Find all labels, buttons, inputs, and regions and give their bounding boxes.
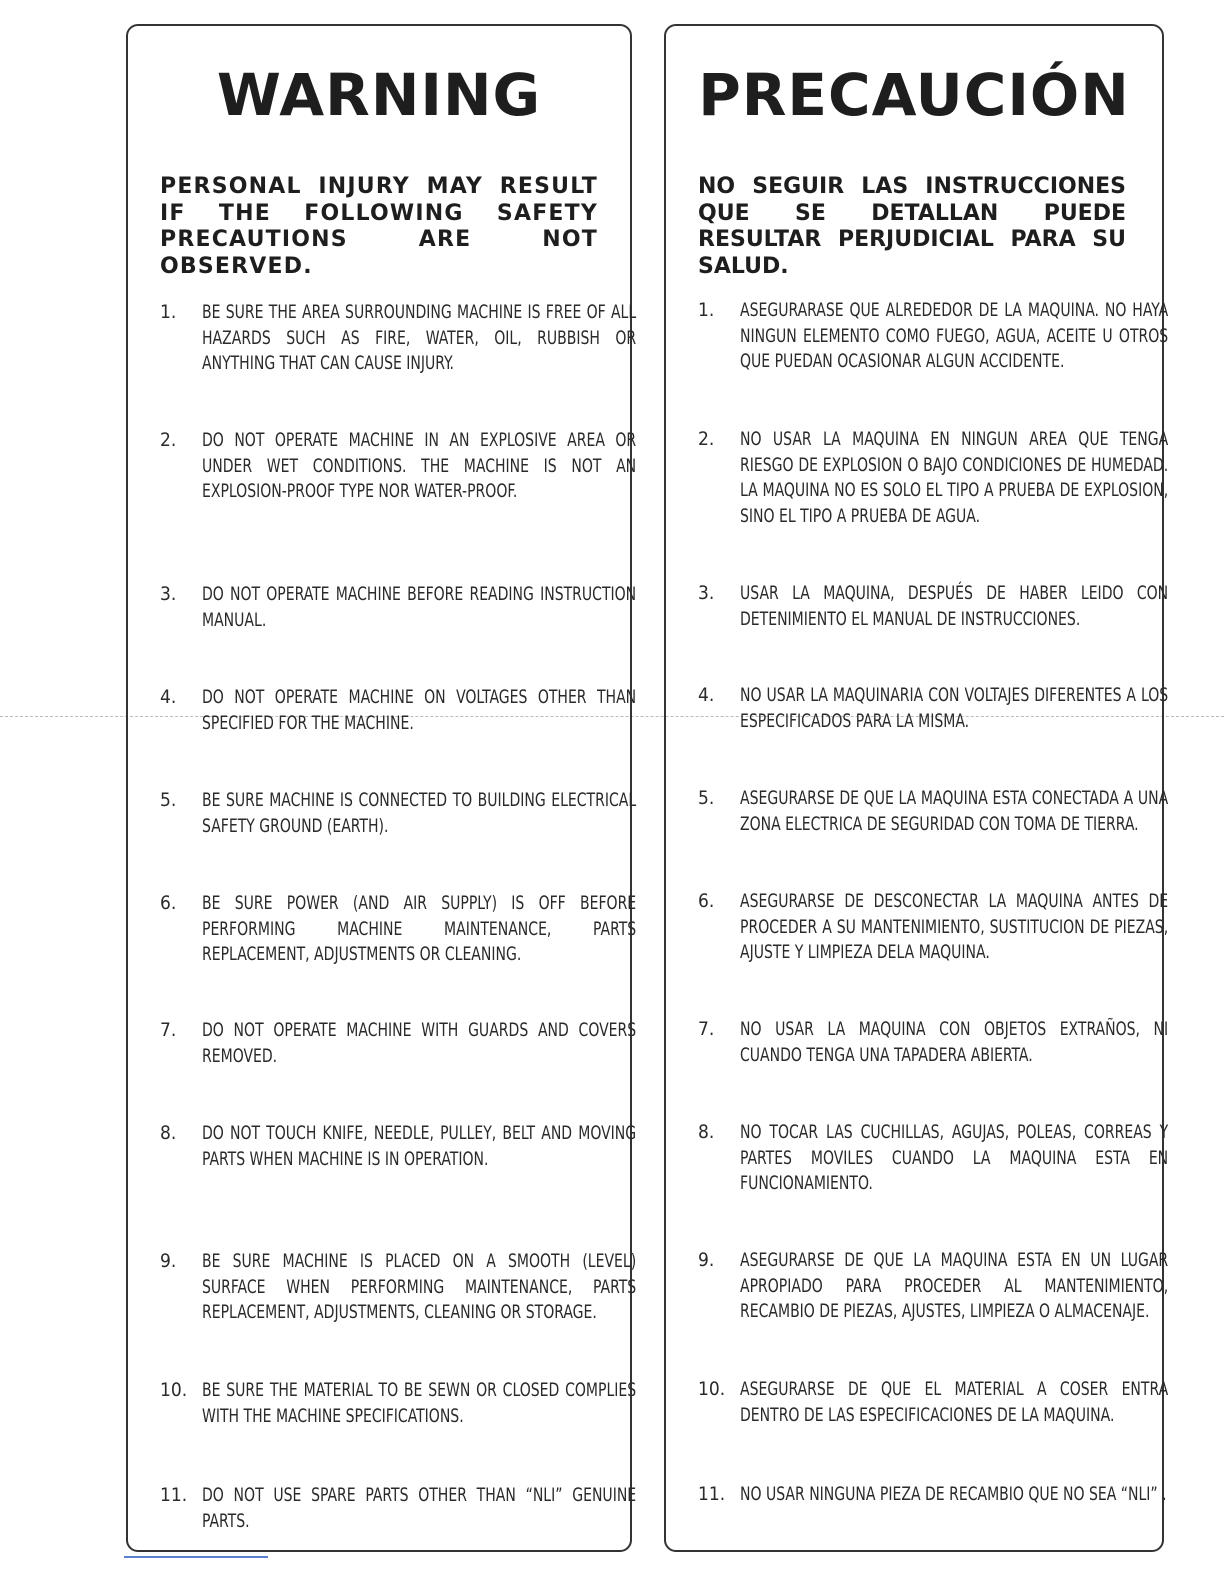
list-item <box>698 298 1169 375</box>
item-text: DO NOT OPERATE MACHINE IN AN EXPLOSIVE AREA OR UNDER WET CONDITIONS. THE MACHINE IS NOT AN EXPLOSION-PROOF TYPE NOR WATER-PROOF. <box>202 429 637 503</box>
list-item <box>160 891 637 968</box>
item-number: 6. <box>698 890 715 912</box>
item-number: 10. <box>698 1378 726 1400</box>
item-text: ASEGURARSE DE QUE LA MAQUINA ESTA EN UN LUGAR APROPIADO PARA PROCEDER AL MANTENIMIENTO, RECAMBIO DE PIEZAS, AJUSTES, LIMPIEZA O ALMACENAJE. <box>740 1249 1169 1323</box>
list-item <box>698 786 1169 837</box>
item-text: NO USAR LA MAQUINA EN NINGUN AREA QUE TENGA RIESGO DE EXPLOSION O BAJO CONDICIONES DE HUMEDAD. LA MAQUINA NO ES SOLO EL TIPO A PRUEBA DE EXPLOSION, SINO EL TIPO A PRUEBA DE AGUA. <box>740 428 1169 528</box>
item-number: 9. <box>698 1249 715 1271</box>
item-number: 3. <box>160 583 177 605</box>
list-item <box>160 1018 637 1069</box>
item-number: 3. <box>698 582 715 604</box>
list-item <box>698 581 1169 632</box>
item-number: 8. <box>160 1122 177 1144</box>
list-item <box>160 428 637 505</box>
item-number: 4. <box>698 684 715 706</box>
list-item <box>698 1120 1169 1197</box>
item-text: BE SURE THE AREA SURROUNDING MACHINE IS FREE OF ALL HAZARDS SUCH AS FIRE, WATER, OIL, RUBBISH OR ANYTHING THAT CAN CAUSE INJURY. <box>202 301 637 375</box>
item-number: 1. <box>698 299 715 321</box>
item-number: 5. <box>160 789 177 811</box>
item-number: 7. <box>698 1018 715 1040</box>
item-number: 1. <box>160 301 177 323</box>
item-text: DO NOT TOUCH KNIFE, NEEDLE, PULLEY, BELT AND MOVING PARTS WHEN MACHINE IS IN OPERATION. <box>202 1122 637 1170</box>
item-text: NO USAR LA MAQUINA CON OBJETOS EXTRAÑOS, NI CUANDO TENGA UNA TAPADERA ABIERTA. <box>740 1018 1169 1066</box>
list-item <box>698 1248 1169 1325</box>
warning-subtitle: PERSONAL INJURY MAY RESULT IF THE FOLLOWING SAFETY PRECAUTIONS ARE NOT OBSERVED. <box>160 174 598 279</box>
item-text: DO NOT OPERATE MACHINE WITH GUARDS AND COVERS REMOVED. <box>202 1019 637 1067</box>
item-text: DO NOT USE SPARE PARTS OTHER THAN “NLI” GENUINE PARTS. <box>202 1484 637 1532</box>
list-item <box>160 1249 637 1326</box>
item-number: 11. <box>698 1483 726 1505</box>
item-number: 6. <box>160 892 177 914</box>
item-text: ASEGURARSE DE QUE EL MATERIAL A COSER ENTRA DENTRO DE LAS ESPECIFICACIONES DE LA MAQUINA. <box>740 1378 1169 1426</box>
list-item <box>698 889 1169 966</box>
item-number: 9. <box>160 1250 177 1272</box>
item-text: NO TOCAR LAS CUCHILLAS, AGUJAS, POLEAS, CORREAS Y PARTES MOVILES CUANDO LA MAQUINA ESTA EN FUNCIONAMIENTO. <box>740 1121 1169 1195</box>
item-number: 2. <box>160 429 177 451</box>
list-item <box>698 1482 1167 1508</box>
item-number: 10. <box>160 1379 188 1401</box>
item-text: USAR LA MAQUINA, DESPUÉS DE HABER LEIDO CON DETENIMIENTO EL MANUAL DE INSTRUCCIONES. <box>740 582 1169 630</box>
list-item <box>160 788 637 839</box>
item-number: 4. <box>160 686 177 708</box>
item-text: BE SURE POWER (AND AIR SUPPLY) IS OFF BEFORE PERFORMING MACHINE MAINTENANCE, PARTS REPLACEMENT, ADJUSTMENTS OR CLEANING. <box>202 892 637 966</box>
list-item <box>698 1377 1169 1428</box>
item-text: NO USAR LA MAQUINARIA CON VOLTAJES DIFERENTES A LOS ESPECIFICADOS PARA LA MISMA. <box>740 684 1169 732</box>
item-text: NO USAR NINGUNA PIEZA DE RECAMBIO QUE NO SEA “NLI” . <box>740 1483 1167 1505</box>
list-item <box>698 683 1169 734</box>
list-item <box>160 1121 637 1172</box>
precaucion-subtitle: NO SEGUIR LAS INSTRUCCIONES QUE SE DETALLAN PUEDE RESULTAR PERJUDICIAL PARA SU SALUD. <box>698 174 1126 279</box>
item-number: 11. <box>160 1484 188 1506</box>
list-item <box>698 1017 1169 1068</box>
item-text: ASEGURARSE DE QUE LA MAQUINA ESTA CONECTADA A UNA ZONA ELECTRICA DE SEGURIDAD CON TOMA DE TIERRA. <box>740 787 1169 835</box>
scan-artifact-line <box>124 1556 268 1558</box>
item-text: BE SURE MACHINE IS CONNECTED TO BUILDING ELECTRICAL SAFETY GROUND (EARTH). <box>202 789 637 837</box>
list-item <box>160 300 637 377</box>
item-number: 5. <box>698 787 715 809</box>
item-text: ASEGURARASE QUE ALREDEDOR DE LA MAQUINA. NO HAYA NINGUN ELEMENTO COMO FUEGO, AGUA, ACEITE U OTROS QUE PUEDAN OCASIONAR ALGUN ACCIDENTE. <box>740 299 1169 373</box>
list-item <box>160 1378 637 1429</box>
warning-panel-spanish <box>664 24 1169 1552</box>
list-item <box>160 1483 637 1534</box>
item-text: BE SURE THE MATERIAL TO BE SEWN OR CLOSED COMPLIES WITH THE MACHINE SPECIFICATIONS. <box>202 1379 637 1427</box>
item-text: ASEGURARSE DE DESCONECTAR LA MAQUINA ANTES DE PROCEDER A SU MANTENIMIENTO, SUSTITUCION DE PIEZAS, AJUSTE Y LIMPIEZA DELA MAQUINA. <box>740 890 1169 964</box>
item-number: 2. <box>698 428 715 450</box>
list-item <box>160 582 637 633</box>
list-item <box>698 427 1169 530</box>
warning-panel-english <box>126 24 637 1552</box>
warning-title: WARNING <box>216 61 542 129</box>
item-text: DO NOT OPERATE MACHINE ON VOLTAGES OTHER THAN SPECIFIED FOR THE MACHINE. <box>202 686 637 734</box>
precaucion-title: PRECAUCIÓN <box>698 61 1130 129</box>
item-text: BE SURE MACHINE IS PLACED ON A SMOOTH (LEVEL) SURFACE WHEN PERFORMING MAINTENANCE, PARTS REPLACEMENT, ADJUSTMENTS, CLEANING OR STORAGE. <box>202 1250 637 1324</box>
item-text: DO NOT OPERATE MACHINE BEFORE READING INSTRUCTION MANUAL. <box>202 583 637 631</box>
list-item <box>160 685 637 736</box>
item-number: 7. <box>160 1019 177 1041</box>
item-number: 8. <box>698 1121 715 1143</box>
